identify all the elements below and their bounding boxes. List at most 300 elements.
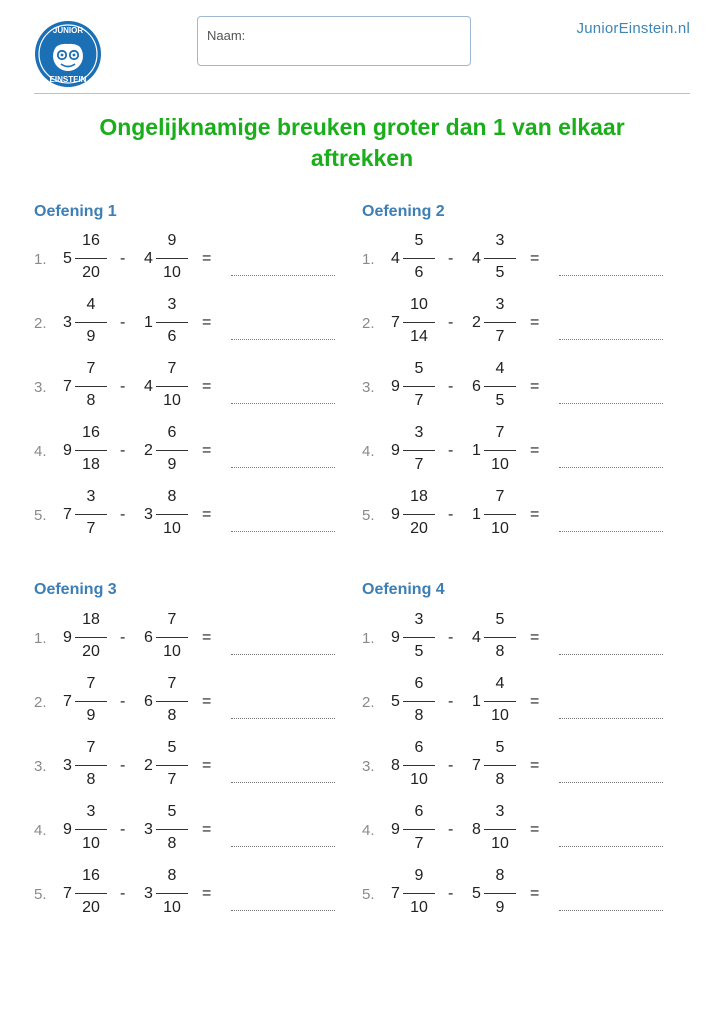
subtrahend-denominator: 10 <box>491 456 509 473</box>
minuend-fraction-bar <box>75 450 107 451</box>
minuend-numerator: 7 <box>86 360 96 377</box>
problem-row <box>362 610 662 666</box>
problem-row <box>34 359 334 415</box>
subtrahend-fraction-bar <box>156 637 188 638</box>
subtrahend-whole: 3 <box>144 821 153 838</box>
answer-line[interactable] <box>231 654 335 655</box>
problem-row <box>34 674 334 730</box>
problem-row <box>362 231 662 287</box>
minuend-fraction <box>403 423 435 479</box>
minuend-fraction <box>75 359 107 415</box>
subtrahend-fraction <box>484 487 516 543</box>
subtrahend-fraction-bar <box>484 322 516 323</box>
subtrahend-fraction <box>484 231 516 287</box>
minuend-denominator: 8 <box>414 707 424 724</box>
minuend-numerator: 9 <box>414 867 424 884</box>
subtrahend-whole: 3 <box>144 506 153 523</box>
minus-sign: - <box>448 378 454 395</box>
equals-sign: = <box>202 629 212 646</box>
subtrahend-whole: 1 <box>472 693 481 710</box>
problem-number: 2. <box>362 315 375 332</box>
name-label: Naam: <box>207 28 246 43</box>
subtrahend-denominator: 5 <box>495 392 505 409</box>
minuend-denominator: 20 <box>82 264 100 281</box>
minuend-whole: 9 <box>63 629 72 646</box>
minus-sign: - <box>448 693 454 710</box>
minuend-denominator: 5 <box>414 643 424 660</box>
minuend-numerator: 16 <box>82 867 100 884</box>
problem-number: 4. <box>34 822 47 839</box>
equals-sign: = <box>530 378 540 395</box>
minuend-whole: 9 <box>63 442 72 459</box>
subtrahend-numerator: 8 <box>167 867 177 884</box>
subtrahend-numerator: 5 <box>167 739 177 756</box>
subtrahend-whole: 2 <box>472 314 481 331</box>
minuend-numerator: 5 <box>414 232 424 249</box>
minus-sign: - <box>120 378 126 395</box>
minus-sign: - <box>448 442 454 459</box>
minuend-fraction-bar <box>403 637 435 638</box>
subtrahend-whole: 1 <box>472 442 481 459</box>
minuend-numerator: 4 <box>86 296 96 313</box>
problem-row <box>362 423 662 479</box>
subtrahend-numerator: 5 <box>495 739 505 756</box>
subtrahend-denominator: 8 <box>495 643 505 660</box>
subtrahend-numerator: 5 <box>167 803 177 820</box>
minuend-denominator: 7 <box>86 520 96 537</box>
logo-text-top: JUNIOR <box>52 26 84 35</box>
minuend-numerator: 16 <box>82 424 100 441</box>
subtrahend-denominator: 7 <box>167 771 177 788</box>
subtrahend-denominator: 10 <box>491 520 509 537</box>
minuend-fraction-bar <box>403 893 435 894</box>
problem-row <box>34 866 334 922</box>
minuend-whole: 9 <box>391 629 400 646</box>
minuend-whole: 9 <box>63 821 72 838</box>
equals-sign: = <box>530 629 540 646</box>
minuend-fraction <box>403 231 435 287</box>
minuend-whole: 7 <box>63 378 72 395</box>
minuend-fraction-bar <box>75 322 107 323</box>
minuend-fraction <box>403 866 435 922</box>
minuend-whole: 9 <box>391 821 400 838</box>
subtrahend-numerator: 6 <box>167 424 177 441</box>
subtrahend-numerator: 5 <box>495 611 505 628</box>
equals-sign: = <box>530 314 540 331</box>
subtrahend-fraction-bar <box>484 637 516 638</box>
problem-row <box>362 866 662 922</box>
junior-einstein-logo <box>34 20 102 88</box>
header-divider <box>34 93 690 94</box>
problem-row <box>362 674 662 730</box>
minus-sign: - <box>120 885 126 902</box>
minuend-denominator: 20 <box>410 520 428 537</box>
minuend-whole: 8 <box>391 757 400 774</box>
subtrahend-fraction <box>156 359 188 415</box>
subtrahend-fraction-bar <box>156 765 188 766</box>
minuend-denominator: 7 <box>414 392 424 409</box>
answer-line[interactable] <box>559 846 663 847</box>
subtrahend-whole: 7 <box>472 757 481 774</box>
minus-sign: - <box>448 757 454 774</box>
subtrahend-denominator: 10 <box>163 520 181 537</box>
problem-number: 1. <box>362 630 375 647</box>
equals-sign: = <box>202 885 212 902</box>
minus-sign: - <box>448 314 454 331</box>
exercise-title: Oefening 4 <box>362 581 445 598</box>
subtrahend-whole: 4 <box>472 629 481 646</box>
subtrahend-whole: 4 <box>144 378 153 395</box>
subtrahend-denominator: 8 <box>495 771 505 788</box>
answer-line[interactable] <box>231 782 335 783</box>
minuend-numerator: 5 <box>414 360 424 377</box>
equals-sign: = <box>530 250 540 267</box>
minuend-denominator: 20 <box>82 643 100 660</box>
subtrahend-fraction-bar <box>484 514 516 515</box>
answer-line[interactable] <box>559 910 663 911</box>
problem-number: 3. <box>362 758 375 775</box>
subtrahend-numerator: 7 <box>167 611 177 628</box>
answer-line[interactable] <box>559 339 663 340</box>
equals-sign: = <box>530 821 540 838</box>
subtrahend-whole: 4 <box>144 250 153 267</box>
subtrahend-fraction-bar <box>156 450 188 451</box>
problem-row <box>34 738 334 794</box>
subtrahend-denominator: 8 <box>167 707 177 724</box>
subtrahend-denominator: 5 <box>495 264 505 281</box>
minuend-numerator: 7 <box>86 675 96 692</box>
subtrahend-numerator: 4 <box>495 360 505 377</box>
minuend-numerator: 3 <box>86 803 96 820</box>
logo-text-bottom: EINSTEIN <box>49 75 87 84</box>
minuend-denominator: 10 <box>410 771 428 788</box>
subtrahend-fraction-bar <box>484 829 516 830</box>
subtrahend-fraction-bar <box>156 829 188 830</box>
minuend-fraction-bar <box>75 637 107 638</box>
subtrahend-numerator: 7 <box>495 424 505 441</box>
page-title <box>34 112 690 174</box>
subtrahend-whole: 3 <box>144 885 153 902</box>
name-field[interactable] <box>197 16 471 66</box>
minuend-fraction <box>75 674 107 730</box>
subtrahend-whole: 5 <box>472 885 481 902</box>
minuend-fraction <box>75 487 107 543</box>
minuend-whole: 7 <box>391 314 400 331</box>
answer-line[interactable] <box>231 718 335 719</box>
problem-number: 3. <box>34 379 47 396</box>
subtrahend-fraction <box>484 610 516 666</box>
subtrahend-whole: 2 <box>144 757 153 774</box>
answer-line[interactable] <box>231 339 335 340</box>
minuend-fraction-bar <box>403 386 435 387</box>
problem-number: 3. <box>362 379 375 396</box>
minuend-fraction <box>403 295 435 351</box>
problem-row <box>34 423 334 479</box>
problem-row <box>362 738 662 794</box>
subtrahend-fraction <box>484 295 516 351</box>
answer-line[interactable] <box>231 846 335 847</box>
minuend-fraction-bar <box>403 829 435 830</box>
subtrahend-fraction-bar <box>484 701 516 702</box>
equals-sign: = <box>202 442 212 459</box>
equals-sign: = <box>202 821 212 838</box>
answer-line[interactable] <box>231 275 335 276</box>
minuend-fraction <box>75 866 107 922</box>
answer-line[interactable] <box>559 467 663 468</box>
answer-line[interactable] <box>559 782 663 783</box>
minuend-fraction-bar <box>75 765 107 766</box>
minuend-denominator: 10 <box>410 899 428 916</box>
equals-sign: = <box>202 757 212 774</box>
minuend-denominator: 9 <box>86 328 96 345</box>
answer-line[interactable] <box>559 275 663 276</box>
minuend-denominator: 7 <box>414 835 424 852</box>
site-url[interactable]: JuniorEinstein.nl <box>576 20 690 37</box>
equals-sign: = <box>202 250 212 267</box>
minuend-whole: 7 <box>391 885 400 902</box>
problem-number: 2. <box>34 315 47 332</box>
minuend-fraction-bar <box>75 829 107 830</box>
minuend-fraction <box>75 738 107 794</box>
minuend-whole: 5 <box>63 250 72 267</box>
subtrahend-denominator: 10 <box>163 899 181 916</box>
minuend-fraction-bar <box>403 514 435 515</box>
minuend-denominator: 6 <box>414 264 424 281</box>
equals-sign: = <box>202 506 212 523</box>
minuend-fraction-bar <box>75 701 107 702</box>
minuend-fraction-bar <box>403 322 435 323</box>
minuend-fraction <box>403 674 435 730</box>
equals-sign: = <box>202 693 212 710</box>
problem-number: 4. <box>362 443 375 460</box>
minuend-denominator: 14 <box>410 328 428 345</box>
subtrahend-whole: 8 <box>472 821 481 838</box>
minuend-fraction <box>403 359 435 415</box>
minus-sign: - <box>120 314 126 331</box>
subtrahend-fraction <box>484 866 516 922</box>
minuend-numerator: 6 <box>414 803 424 820</box>
subtrahend-whole: 4 <box>472 250 481 267</box>
minuend-fraction <box>403 738 435 794</box>
minuend-numerator: 6 <box>414 675 424 692</box>
subtrahend-whole: 6 <box>144 629 153 646</box>
minuend-fraction <box>75 423 107 479</box>
subtrahend-fraction <box>156 295 188 351</box>
problem-number: 1. <box>362 251 375 268</box>
problem-number: 4. <box>34 443 47 460</box>
minus-sign: - <box>448 821 454 838</box>
minuend-whole: 9 <box>391 378 400 395</box>
subtrahend-fraction <box>484 674 516 730</box>
equals-sign: = <box>530 693 540 710</box>
problem-number: 5. <box>362 886 375 903</box>
minuend-whole: 7 <box>63 885 72 902</box>
minus-sign: - <box>448 506 454 523</box>
title-line-2: aftrekken <box>310 145 414 171</box>
minus-sign: - <box>120 821 126 838</box>
subtrahend-numerator: 3 <box>495 803 505 820</box>
minuend-fraction <box>403 487 435 543</box>
problem-number: 2. <box>34 694 47 711</box>
problem-number: 1. <box>34 630 47 647</box>
answer-line[interactable] <box>231 531 335 532</box>
minuend-denominator: 8 <box>86 771 96 788</box>
problem-row <box>34 231 334 287</box>
subtrahend-numerator: 8 <box>167 488 177 505</box>
equals-sign: = <box>202 378 212 395</box>
minus-sign: - <box>448 885 454 902</box>
minuend-numerator: 10 <box>410 296 428 313</box>
subtrahend-fraction-bar <box>156 514 188 515</box>
problem-number: 4. <box>362 822 375 839</box>
answer-line[interactable] <box>231 910 335 911</box>
minuend-whole: 3 <box>63 757 72 774</box>
problem-number: 5. <box>362 507 375 524</box>
subtrahend-denominator: 10 <box>163 643 181 660</box>
minuend-denominator: 8 <box>86 392 96 409</box>
minuend-fraction <box>403 802 435 858</box>
minus-sign: - <box>120 757 126 774</box>
problem-row <box>362 802 662 858</box>
subtrahend-fraction <box>484 802 516 858</box>
minus-sign: - <box>120 506 126 523</box>
subtrahend-numerator: 9 <box>167 232 177 249</box>
minuend-numerator: 3 <box>86 488 96 505</box>
minus-sign: - <box>120 693 126 710</box>
subtrahend-fraction-bar <box>484 386 516 387</box>
minuend-numerator: 18 <box>410 488 428 505</box>
title-line-1: Ongelijknamige breuken groter dan 1 van elkaar <box>99 114 625 140</box>
minuend-fraction-bar <box>403 701 435 702</box>
minuend-fraction-bar <box>75 386 107 387</box>
minuend-whole: 7 <box>63 506 72 523</box>
answer-line[interactable] <box>559 718 663 719</box>
minuend-fraction <box>75 231 107 287</box>
equals-sign: = <box>530 885 540 902</box>
equals-sign: = <box>530 757 540 774</box>
subtrahend-whole: 6 <box>144 693 153 710</box>
minuend-numerator: 3 <box>414 424 424 441</box>
minuend-numerator: 6 <box>414 739 424 756</box>
subtrahend-fraction <box>156 487 188 543</box>
subtrahend-denominator: 10 <box>163 264 181 281</box>
subtrahend-fraction-bar <box>484 258 516 259</box>
minuend-numerator: 3 <box>414 611 424 628</box>
minuend-denominator: 18 <box>82 456 100 473</box>
subtrahend-denominator: 10 <box>491 707 509 724</box>
minuend-denominator: 7 <box>414 456 424 473</box>
subtrahend-whole: 1 <box>472 506 481 523</box>
subtrahend-denominator: 7 <box>495 328 505 345</box>
minuend-numerator: 18 <box>82 611 100 628</box>
minuend-numerator: 16 <box>82 232 100 249</box>
answer-line[interactable] <box>559 403 663 404</box>
subtrahend-fraction-bar <box>484 765 516 766</box>
answer-line[interactable] <box>231 403 335 404</box>
subtrahend-fraction-bar <box>484 893 516 894</box>
subtrahend-fraction-bar <box>156 322 188 323</box>
problem-row <box>34 487 334 543</box>
minuend-fraction-bar <box>75 258 107 259</box>
minus-sign: - <box>120 442 126 459</box>
subtrahend-fraction <box>484 423 516 479</box>
subtrahend-numerator: 8 <box>495 867 505 884</box>
subtrahend-denominator: 9 <box>495 899 505 916</box>
subtrahend-fraction <box>156 423 188 479</box>
subtrahend-fraction <box>156 738 188 794</box>
subtrahend-denominator: 10 <box>163 392 181 409</box>
problem-row <box>362 295 662 351</box>
exercise-title: Oefening 2 <box>362 203 445 220</box>
problem-row <box>362 359 662 415</box>
subtrahend-fraction-bar <box>484 450 516 451</box>
subtrahend-fraction-bar <box>156 701 188 702</box>
problem-number: 5. <box>34 886 47 903</box>
minuend-fraction <box>75 295 107 351</box>
equals-sign: = <box>530 506 540 523</box>
minus-sign: - <box>120 250 126 267</box>
minuend-fraction-bar <box>403 258 435 259</box>
subtrahend-fraction <box>156 802 188 858</box>
minus-sign: - <box>448 629 454 646</box>
problem-number: 2. <box>362 694 375 711</box>
problem-number: 1. <box>34 251 47 268</box>
minuend-fraction-bar <box>75 514 107 515</box>
subtrahend-fraction-bar <box>156 258 188 259</box>
answer-line[interactable] <box>559 654 663 655</box>
problem-row <box>34 802 334 858</box>
problem-number: 5. <box>34 507 47 524</box>
subtrahend-fraction-bar <box>156 386 188 387</box>
equals-sign: = <box>530 442 540 459</box>
subtrahend-numerator: 7 <box>167 675 177 692</box>
subtrahend-denominator: 6 <box>167 328 177 345</box>
minuend-fraction <box>75 610 107 666</box>
minuend-fraction-bar <box>403 765 435 766</box>
subtrahend-fraction <box>156 231 188 287</box>
exercise-title: Oefening 1 <box>34 203 117 220</box>
answer-line[interactable] <box>231 467 335 468</box>
minuend-whole: 5 <box>391 693 400 710</box>
minuend-numerator: 7 <box>86 739 96 756</box>
minuend-fraction <box>403 610 435 666</box>
minus-sign: - <box>448 250 454 267</box>
minuend-whole: 4 <box>391 250 400 267</box>
problem-number: 3. <box>34 758 47 775</box>
minuend-denominator: 9 <box>86 707 96 724</box>
minuend-whole: 3 <box>63 314 72 331</box>
subtrahend-fraction <box>156 674 188 730</box>
problem-row <box>34 295 334 351</box>
minuend-fraction <box>75 802 107 858</box>
problem-row <box>34 610 334 666</box>
subtrahend-fraction <box>484 359 516 415</box>
subtrahend-denominator: 8 <box>167 835 177 852</box>
exercise-title: Oefening 3 <box>34 581 117 598</box>
minuend-denominator: 10 <box>82 835 100 852</box>
subtrahend-numerator: 3 <box>495 232 505 249</box>
minuend-denominator: 20 <box>82 899 100 916</box>
answer-line[interactable] <box>559 531 663 532</box>
minuend-fraction-bar <box>403 450 435 451</box>
subtrahend-fraction <box>156 610 188 666</box>
subtrahend-whole: 6 <box>472 378 481 395</box>
subtrahend-denominator: 10 <box>491 835 509 852</box>
subtrahend-numerator: 7 <box>495 488 505 505</box>
equals-sign: = <box>202 314 212 331</box>
minuend-whole: 9 <box>391 506 400 523</box>
subtrahend-whole: 1 <box>144 314 153 331</box>
